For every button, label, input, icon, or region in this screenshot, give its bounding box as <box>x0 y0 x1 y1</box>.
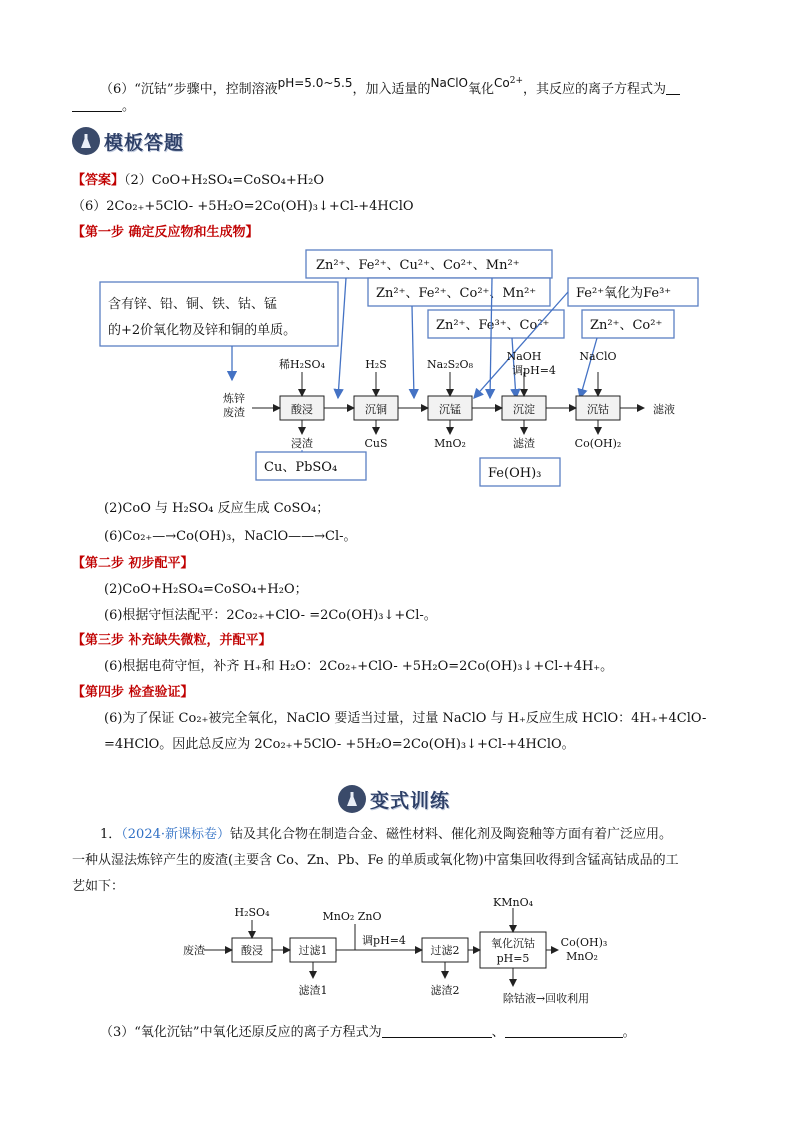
reagent-ph4-2: 调pH=4 <box>362 934 406 947</box>
practice-line-2: 一种从湿法炼锌产生的废渣(主要含 Co、Zn、Pb、Fe 的单质或氧化物)中富集回收得到含锰高钴成品的工 <box>72 853 679 868</box>
answer-blank[interactable] <box>666 82 680 95</box>
reagent-mno2-zno: MnO₂ ZnO <box>322 910 382 923</box>
step-filter-2: 过滤2 <box>430 944 460 957</box>
step-4-label: 【第四步 检查验证】 <box>72 685 194 700</box>
equation-blank-2[interactable] <box>505 1025 623 1038</box>
feed-label-1: 炼锌 <box>223 392 245 405</box>
reagent-naclo: NaClO <box>579 350 617 363</box>
reagent-ph4: 调pH=4 <box>512 364 556 377</box>
step-2-line-2: (6)根据守恒法配平：2Co₂₊+ClO- =2Co(OH)₃↓+Cl-。 <box>104 608 437 623</box>
product-mno2: MnO₂ <box>434 437 466 450</box>
feed-label-2: 废渣 <box>223 406 245 419</box>
feed-waste: 废渣 <box>183 944 205 957</box>
ion-box-zn-co-text: Zn²⁺、Co²⁺ <box>590 318 663 333</box>
step-filter-1: 过滤1 <box>298 944 328 957</box>
product-cus: CuS <box>364 437 388 450</box>
step-1-line-2: (6)Co₂₊—→Co(OH)₃，NaClO——→Cl-。 <box>104 529 357 544</box>
note-line-2: 的+2价氧化物及锌和铜的单质。 <box>108 323 297 338</box>
step-1-line-1: (2)CoO 与 H₂SO₄ 反应生成 CoSO₄； <box>104 501 330 516</box>
filtrate-out: 滤液 <box>653 403 675 416</box>
residue-feoh3-text: Fe(OH)₃ <box>488 466 542 481</box>
answer-blank-2[interactable] <box>72 99 122 112</box>
banner-variant-practice <box>338 784 450 814</box>
step-2-label: 【第二步 初步配平】 <box>72 556 194 571</box>
banner-title: 模板答题 <box>104 131 185 154</box>
answer-line-2: （6）2Co₂₊+5ClO- +5H₂O=2Co(OH)₃↓+Cl-+4HClO <box>72 199 414 214</box>
ion-box-top-text: Zn²⁺、Fe²⁺、Cu²⁺、Co²⁺、Mn²⁺ <box>316 258 520 273</box>
step-oxidize-co: 氧化沉钴 <box>491 937 535 950</box>
ion-box-mid-text: Zn²⁺、Fe²⁺、Co²⁺、Mn²⁺ <box>376 286 537 301</box>
practice-line-3: 艺如下： <box>72 879 125 894</box>
step-cu-precip: 沉铜 <box>365 403 387 416</box>
fe-oxidation-text: Fe²⁺氧化为Fe³⁺ <box>576 286 672 301</box>
process-flowchart-2 <box>180 894 650 1012</box>
answer-line-1: 【答案】（2）CoO+H₂SO₄=CoSO₄+H₂O <box>72 173 324 188</box>
residue-cu-pbso4-text: Cu、PbSO₄ <box>264 460 338 475</box>
source-tag: （2024·新课标卷） <box>121 827 230 842</box>
reagent-kmno4: KMnO₄ <box>493 896 533 909</box>
naclo-formula: NaClO <box>430 76 469 90</box>
reagent-na2s2o8: Na₂S₂O₈ <box>427 358 473 371</box>
step-mn-precip: 沉锰 <box>439 403 461 416</box>
co-free-solution-recycle: 除钴液→回收利用 <box>502 992 590 1005</box>
reagent-h2so4: 稀H₂SO₄ <box>279 358 325 371</box>
step-1-label: 【第一步 确定反应物和生成物】 <box>72 225 259 240</box>
step-ph5: pH=5 <box>496 952 530 965</box>
product-cooh: Co(OH)₂ <box>574 437 622 450</box>
question-3: （3）“氧化沉钴”中氧化还原反应的离子方程式为 、 。 <box>100 1025 636 1040</box>
product-leach-residue: 浸渣 <box>291 437 313 450</box>
reagent-h2s: H₂S <box>365 358 387 371</box>
residue-1: 滤渣1 <box>298 984 328 997</box>
step-acid-leach: 酸浸 <box>291 403 313 416</box>
step-3-label: 【第三步 补充缺失微粒，并配平】 <box>72 633 272 648</box>
practice-line-1: 1．（2024·新课标卷）钴及其化合物在制造合金、磁性材料、催化剂及陶瓷釉等方面有着广泛应用。 <box>100 827 673 842</box>
reagent-naoh: NaOH <box>506 350 542 363</box>
step-4-line-1: (6)为了保证 Co₂₊被完全氧化，NaClO 要适当过量，过量 NaClO 与 H₊反应生成 HClO：4H₊+4ClO- <box>104 711 707 726</box>
step-co-precip: 沉钴 <box>587 403 609 416</box>
step-2-line-1: (2)CoO+H₂SO₄=CoSO₄+H₂O； <box>104 582 308 597</box>
product-cooh3: Co(OH)₃ <box>560 936 608 949</box>
step-acid-leach-2: 酸浸 <box>241 944 263 957</box>
step-3-line-1: (6)根据电荷守恒，补齐 H₊和 H₂O：2Co₂₊+ClO- +5H₂O=2Co(OH)₃↓+Cl-+4H₊。 <box>104 659 614 674</box>
banner-template-answer <box>72 126 184 156</box>
equation-blank-1[interactable] <box>382 1025 492 1038</box>
question-6-cont: 。 <box>72 98 135 116</box>
reagent-h2so4-2: H₂SO₄ <box>234 906 270 919</box>
ion-box-fe3-text: Zn²⁺、Fe³⁺、Co²⁺ <box>436 318 550 333</box>
step-precip: 沉淀 <box>513 403 535 416</box>
step-4-line-2: =4HClO。因此总反应为 2Co₂₊+5ClO- +5H₂O=2Co(OH)₃↓+Cl-+4HClO。 <box>104 737 575 752</box>
process-flowchart-1 <box>92 248 732 488</box>
product-mno2-2: MnO₂ <box>566 950 598 963</box>
question-6: （6）“沉钴”步骤中，控制溶液pH=5.0~5.5，加入适量的NaClO氧化$Co^{2+}$，其反应的离子方程式为 <box>100 72 680 99</box>
ph-range: pH=5.0~5.5 <box>277 76 353 90</box>
flask-icon <box>338 785 366 813</box>
note-line-1: 含有锌、铅、铜、铁、钴、锰 <box>108 297 278 312</box>
residue-2: 滤渣2 <box>430 984 460 997</box>
co-ion: Co <box>494 76 510 90</box>
flask-icon <box>72 127 100 155</box>
banner-title-2: 变式训练 <box>370 789 451 812</box>
product-residue: 滤渣 <box>513 437 535 450</box>
